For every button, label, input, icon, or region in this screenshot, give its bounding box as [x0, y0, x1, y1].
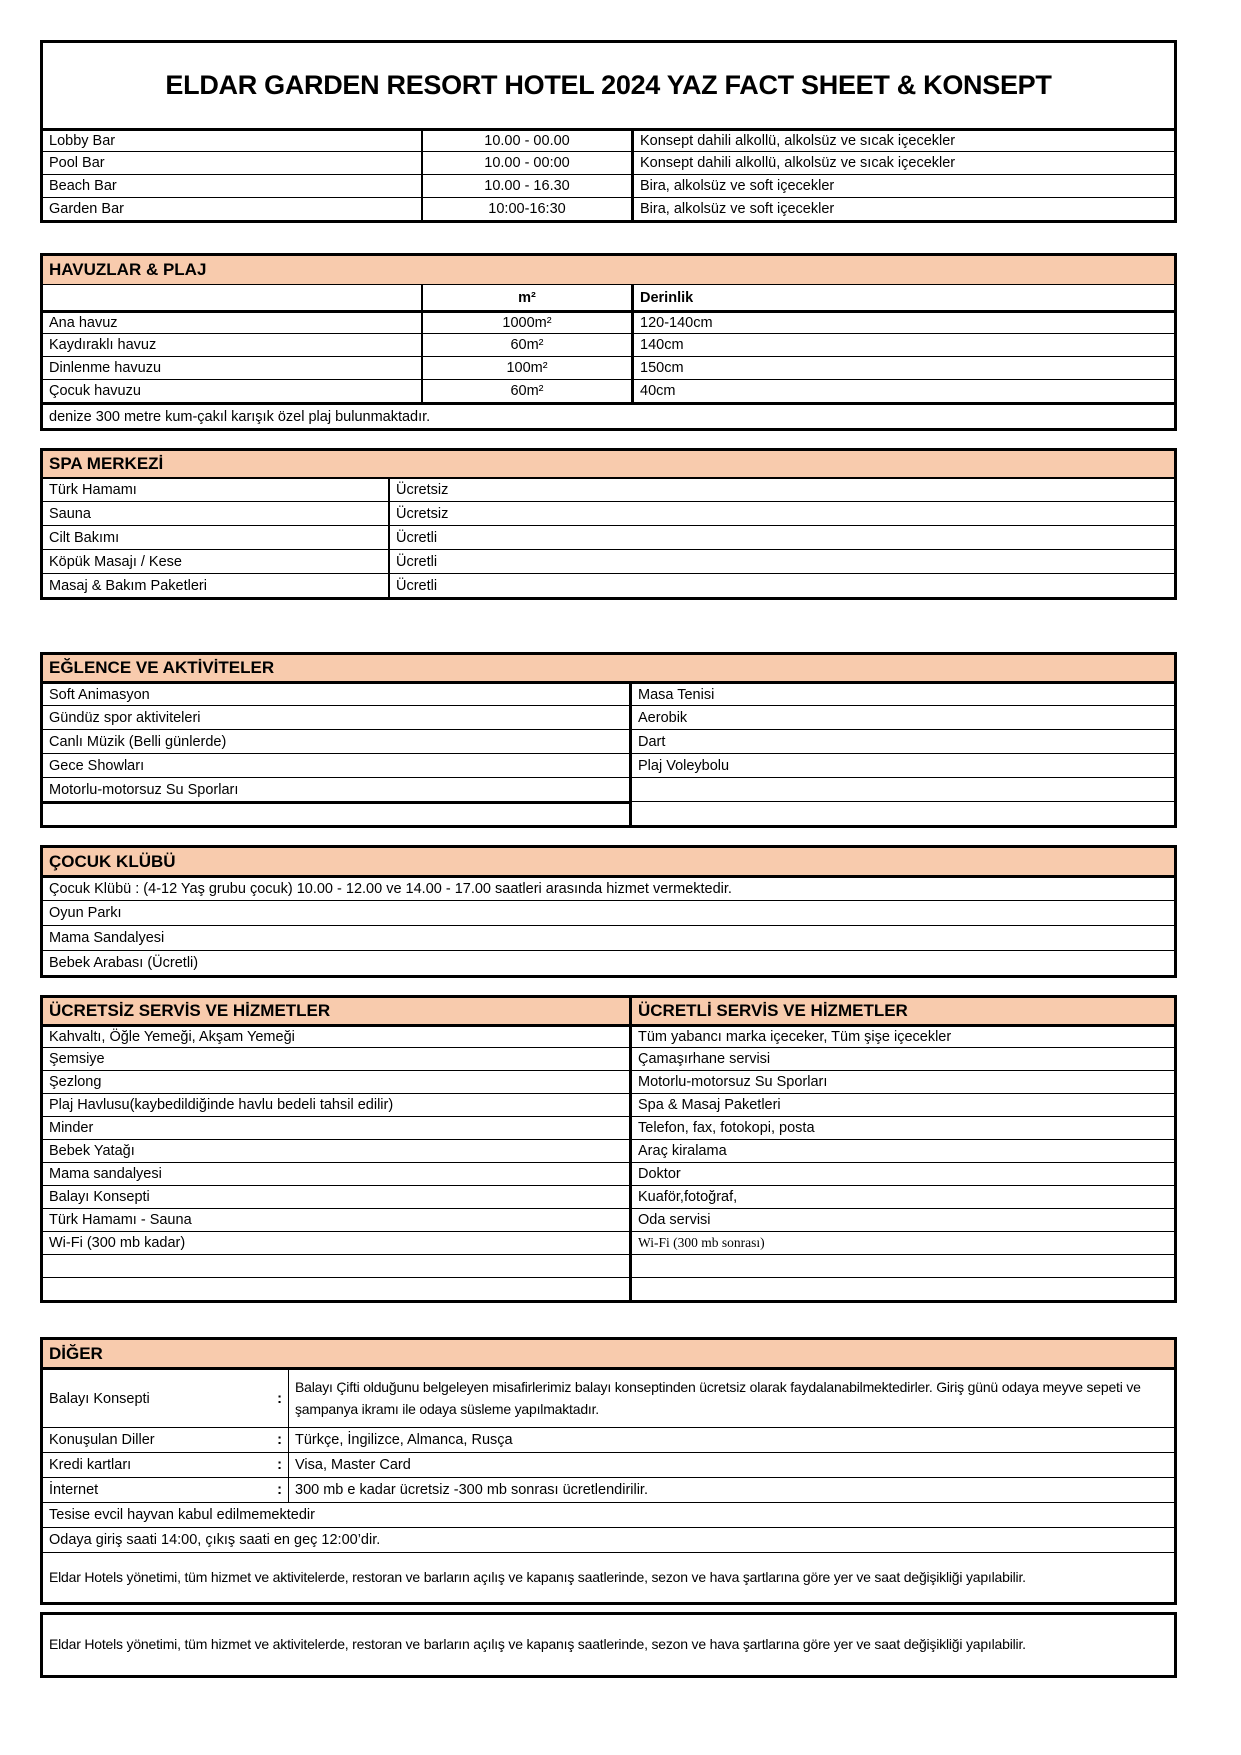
pool-area: 100m²: [421, 356, 631, 379]
activities-section-title: EĞLENCE VE AKTİVİTELER: [43, 655, 1174, 681]
activity-left: Canlı Müzik (Belli günlerde): [43, 729, 629, 753]
activity-row: [43, 777, 1174, 801]
kids-item: Mama Sandalyesi: [43, 925, 1174, 950]
spa-service: Masaj & Bakım Paketleri: [43, 573, 388, 597]
other-label: Balayı Konsepti: [49, 1390, 150, 1407]
pool-row: [43, 379, 1174, 402]
title-row: [43, 43, 1174, 128]
other-value: Türkçe, İngilizce, Almanca, Rusça: [288, 1427, 1174, 1452]
activity-left: Motorlu-motorsuz Su Sporları: [43, 777, 629, 801]
service-row: [43, 1231, 1174, 1254]
notice-row: [43, 1615, 1174, 1675]
notice-row: [43, 1552, 1174, 1602]
paid-service: [629, 1277, 1174, 1300]
activity-left: Gündüz spor aktiviteleri: [43, 705, 629, 729]
free-services-header: ÜCRETSİZ SERVİS VE HİZMETLER: [43, 998, 629, 1024]
spa-price: Ücretsiz: [388, 501, 1174, 525]
service-row: [43, 1047, 1174, 1070]
section-header-row: [43, 256, 1174, 284]
bar-row: [43, 151, 1174, 174]
service-row: [43, 1185, 1174, 1208]
other-label: Konuşulan Diller: [49, 1432, 155, 1448]
other-row: [43, 1477, 1174, 1502]
kids-row: [43, 925, 1174, 950]
kids-row: [43, 900, 1174, 925]
paid-service: Tüm yabancı marka içeceker, Tüm şişe içecekler: [629, 1024, 1174, 1047]
other-label: Kredi kartları: [49, 1457, 132, 1473]
bar-row: [43, 128, 1174, 151]
area-column-header: m²: [421, 284, 631, 310]
activity-right: Masa Tenisi: [629, 681, 1174, 705]
kids-item: Çocuk Klübü : (4-12 Yaş grubu çocuk) 10.00 - 12.00 ve 14.00 - 17.00 saatleri arasında hizmet vermektedir.: [43, 875, 1174, 900]
free-service: Şemsiye: [43, 1047, 629, 1070]
pool-area: 60m²: [421, 379, 631, 402]
service-row: [43, 1254, 1174, 1277]
other-value: 300 mb e kadar ücretsiz -300 mb sonrası ücretlendirilir.: [288, 1477, 1174, 1502]
spa-row: [43, 501, 1174, 525]
other-value: Visa, Master Card: [288, 1452, 1174, 1477]
other-value: Balayı Çifti olduğunu belgeleyen misafirlerimiz balayı konseptinden ücretsiz olarak faydalanabilmektedirler. Giriş günü odaya meyve sepeti ve şampanya ikramı ile odaya süsleme yapılmaktadır.: [288, 1367, 1174, 1427]
pool-depth: 140cm: [631, 333, 1174, 356]
spa-service: Cilt Bakımı: [43, 525, 388, 549]
spa-service: Türk Hamamı: [43, 477, 388, 501]
bar-desc: Bira, alkolsüz ve soft içecekler: [631, 174, 1174, 197]
free-service: Wi-Fi (300 mb kadar): [43, 1231, 629, 1254]
paid-service: Çamaşırhane servisi: [629, 1047, 1174, 1070]
spa-section-title: SPA MERKEZİ: [43, 451, 1174, 477]
pools-table: [40, 253, 1177, 431]
free-service: [43, 1277, 629, 1300]
pool-row: [43, 333, 1174, 356]
spa-table: [40, 448, 1177, 600]
paid-service: Motorlu-motorsuz Su Sporları: [629, 1070, 1174, 1093]
pets-note: Tesise evcil hayvan kabul edilmemektedir: [43, 1502, 1174, 1527]
kids-item: Oyun Parkı: [43, 900, 1174, 925]
other-full-row: [43, 1527, 1174, 1552]
spa-row: [43, 549, 1174, 573]
page-title: ELDAR GARDEN RESORT HOTEL 2024 YAZ FACT SHEET & KONSEPT: [165, 70, 1052, 100]
bar-name: Garden Bar: [43, 197, 421, 220]
free-service: Bebek Yatağı: [43, 1139, 629, 1162]
colon-separator: :: [277, 1432, 282, 1448]
footer-notice-box: [40, 1612, 1177, 1678]
activity-right: Dart: [629, 729, 1174, 753]
service-row: [43, 1070, 1174, 1093]
beach-note: denize 300 metre kum-çakıl karışık özel plaj bulunmaktadır.: [43, 402, 1174, 428]
kids-club-table: [40, 845, 1177, 978]
bar-name: Lobby Bar: [43, 128, 421, 151]
section-header-row: [43, 1340, 1174, 1367]
other-label-cell: [43, 1477, 288, 1502]
pools-subheader-row: [43, 284, 1174, 310]
bar-row: [43, 197, 1174, 220]
other-label-cell: [43, 1367, 288, 1427]
paid-service: Oda servisi: [629, 1208, 1174, 1231]
services-header-row: [43, 998, 1174, 1024]
spa-row: [43, 573, 1174, 597]
activity-row: [43, 753, 1174, 777]
pool-name: Çocuk havuzu: [43, 379, 421, 402]
activities-table: [40, 652, 1177, 828]
paid-service: Wi-Fi (300 mb sonrası): [629, 1231, 1174, 1254]
colon-separator: :: [277, 1390, 282, 1407]
activity-row: [43, 681, 1174, 705]
activity-right: Aerobik: [629, 705, 1174, 729]
pool-name: Kaydıraklı havuz: [43, 333, 421, 356]
other-section-title: DİĞER: [43, 1340, 1174, 1367]
paid-service: [629, 1254, 1174, 1277]
paid-service: Araç kiralama: [629, 1139, 1174, 1162]
spa-price: Ücretli: [388, 573, 1174, 597]
paid-service: Telefon, fax, fotokopi, posta: [629, 1116, 1174, 1139]
activity-left: [43, 801, 629, 825]
other-table: [40, 1337, 1177, 1605]
service-row: [43, 1139, 1174, 1162]
bar-name: Pool Bar: [43, 151, 421, 174]
spa-price: Ücretli: [388, 549, 1174, 573]
service-row: [43, 1024, 1174, 1047]
colon-separator: :: [277, 1482, 282, 1498]
service-row: [43, 1116, 1174, 1139]
activity-right: Plaj Voleybolu: [629, 753, 1174, 777]
free-service: Balayı Konsepti: [43, 1185, 629, 1208]
section-header-row: [43, 451, 1174, 477]
other-label-cell: [43, 1452, 288, 1477]
management-notice: Eldar Hotels yönetimi, tüm hizmet ve aktivitelerde, restoran ve barların açılış ve kapanış saatlerinde, sezon ve hava şartlarına göre yer ve saat değişikliği yapılabilir.: [49, 1636, 1026, 1653]
pool-depth: 150cm: [631, 356, 1174, 379]
bar-desc: Konsept dahili alkollü, alkolsüz ve sıcak içecekler: [631, 128, 1174, 151]
pool-area: 1000m²: [421, 310, 631, 333]
service-row: [43, 1093, 1174, 1116]
paid-service: Spa & Masaj Paketleri: [629, 1093, 1174, 1116]
pool-name: Ana havuz: [43, 310, 421, 333]
free-service: Türk Hamamı - Sauna: [43, 1208, 629, 1231]
kids-item: Bebek Arabası (Ücretli): [43, 950, 1174, 975]
pool-depth: 120-140cm: [631, 310, 1174, 333]
depth-column-header: Derinlik: [631, 284, 1174, 310]
activity-right: [629, 777, 1174, 801]
other-row: [43, 1427, 1174, 1452]
section-header-row: [43, 655, 1174, 681]
spa-service: Köpük Masajı / Kese: [43, 549, 388, 573]
free-service: Kahvaltı, Öğle Yemeği, Akşam Yemeği: [43, 1024, 629, 1047]
bar-desc: Konsept dahili alkollü, alkolsüz ve sıcak içecekler: [631, 151, 1174, 174]
kids-row: [43, 875, 1174, 900]
bar-hours: 10:00-16:30: [421, 197, 631, 220]
free-service: Minder: [43, 1116, 629, 1139]
management-notice: Eldar Hotels yönetimi, tüm hizmet ve aktivitelerde, restoran ve barların açılış ve kapanış saatlerinde, sezon ve hava şartlarına göre yer ve saat değişikliği yapılabilir.: [43, 1552, 1174, 1602]
bar-desc: Bira, alkolsüz ve soft içecekler: [631, 197, 1174, 220]
service-row: [43, 1277, 1174, 1300]
other-label: İnternet: [49, 1482, 99, 1498]
pool-row: [43, 356, 1174, 379]
spa-price: Ücretsiz: [388, 477, 1174, 501]
activity-right: [629, 801, 1174, 825]
activity-row: [43, 729, 1174, 753]
pool-name: Dinlenme havuzu: [43, 356, 421, 379]
spa-row: [43, 525, 1174, 549]
kids-row: [43, 950, 1174, 975]
bar-name: Beach Bar: [43, 174, 421, 197]
other-full-row: [43, 1502, 1174, 1527]
section-header-row: [43, 848, 1174, 875]
bar-hours: 10.00 - 00:00: [421, 151, 631, 174]
spa-service: Sauna: [43, 501, 388, 525]
paid-service: Kuaför,fotoğraf,: [629, 1185, 1174, 1208]
other-row: [43, 1452, 1174, 1477]
spa-price: Ücretli: [388, 525, 1174, 549]
pool-area: 60m²: [421, 333, 631, 356]
check-in-out-note: Odaya giriş saati 14:00, çıkış saati en geç 12:00’dir.: [43, 1527, 1174, 1552]
pools-section-title: HAVUZLAR & PLAJ: [43, 256, 1174, 284]
paid-service: Doktor: [629, 1162, 1174, 1185]
service-row: [43, 1208, 1174, 1231]
activity-row: [43, 801, 1174, 825]
bar-row: [43, 174, 1174, 197]
pools-empty-header: [43, 284, 421, 310]
paid-services-header: ÜCRETLİ SERVİS VE HİZMETLER: [629, 998, 1174, 1024]
activity-left: Gece Showları: [43, 753, 629, 777]
bar-hours: 10.00 - 16.30: [421, 174, 631, 197]
pool-row: [43, 310, 1174, 333]
bar-hours: 10.00 - 00.00: [421, 128, 631, 151]
activity-row: [43, 705, 1174, 729]
free-service: Şezlong: [43, 1070, 629, 1093]
other-row: [43, 1367, 1174, 1427]
free-service: Mama sandalyesi: [43, 1162, 629, 1185]
bars-table: [40, 40, 1177, 223]
free-service: [43, 1254, 629, 1277]
pool-depth: 40cm: [631, 379, 1174, 402]
kids-section-title: ÇOCUK KLÜBÜ: [43, 848, 1174, 875]
activity-left: Soft Animasyon: [43, 681, 629, 705]
colon-separator: :: [277, 1457, 282, 1473]
service-row: [43, 1162, 1174, 1185]
beach-note-row: [43, 402, 1174, 428]
free-service: Plaj Havlusu(kaybedildiğinde havlu bedeli tahsil edilir): [43, 1093, 629, 1116]
other-label-cell: [43, 1427, 288, 1452]
services-table: [40, 995, 1177, 1303]
spa-row: [43, 477, 1174, 501]
